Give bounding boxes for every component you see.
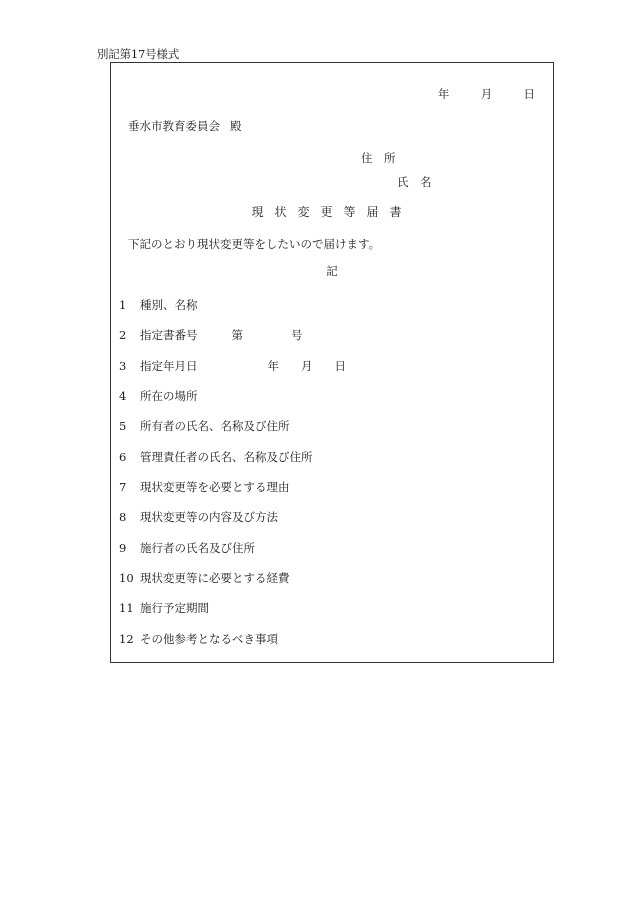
item-label: 管理責任者の氏名、名称及び住所 [140, 450, 313, 464]
item-number: 6 [119, 450, 127, 464]
item-label: 現状変更等に必要とする経費 [140, 571, 290, 585]
item-number: 1 [119, 298, 127, 312]
list-item [119, 328, 303, 342]
date-month-label: 月 [480, 87, 493, 101]
list-item [119, 510, 278, 524]
item-label: 指定書番号 [140, 328, 198, 342]
item-number: 11 [119, 601, 134, 615]
list-item [119, 359, 346, 373]
designation-month-label: 月 [301, 359, 313, 373]
item-label: 施行者の氏名及び住所 [140, 541, 255, 555]
list-item [119, 419, 290, 433]
intro-sentence: 下記のとおり現状変更等をしたいので届けます。 [128, 237, 381, 251]
ki-heading: 記 [326, 264, 338, 278]
certificate-number-suffix: 号 [291, 328, 303, 342]
date-day-label: 日 [523, 87, 535, 101]
item-label: その他参考となるべき事項 [140, 632, 278, 646]
item-label: 種別、名称 [140, 298, 198, 312]
item-number: 9 [119, 541, 127, 555]
addressee-line [128, 119, 242, 133]
item-label: 施行予定期間 [140, 601, 209, 615]
list-item [119, 450, 313, 464]
list-item [119, 480, 290, 494]
applicant-address-label: 住 所 [361, 151, 396, 165]
date-year-label: 年 [437, 87, 450, 101]
item-label: 現状変更等を必要とする理由 [140, 480, 290, 494]
addressee-honorific: 殿 [230, 119, 242, 133]
form-number-label: 別記第17号様式 [97, 47, 180, 61]
item-number: 5 [119, 419, 127, 433]
list-item [119, 571, 290, 585]
list-item [119, 389, 198, 403]
item-number: 3 [119, 359, 127, 373]
date-line [438, 87, 535, 101]
item-label: 指定年月日 [140, 359, 198, 373]
item-number: 12 [119, 632, 134, 646]
list-item [119, 601, 209, 615]
designation-year-label: 年 [267, 359, 279, 373]
item-label: 所有者の氏名、名称及び住所 [140, 419, 290, 433]
list-item [119, 298, 198, 312]
document-title: 現状変更等届書 [251, 205, 413, 219]
item-label: 現状変更等の内容及び方法 [140, 510, 278, 524]
item-number: 10 [119, 571, 134, 585]
applicant-name-label: 氏 名 [397, 175, 432, 189]
item-number: 7 [119, 480, 127, 494]
form-frame [110, 62, 554, 663]
addressee-name: 垂水市教育委員会 [128, 119, 220, 133]
item-number: 8 [119, 510, 127, 524]
list-item [119, 541, 255, 555]
list-item [119, 632, 278, 646]
item-number: 2 [119, 328, 127, 342]
designation-day-label: 日 [334, 359, 346, 373]
certificate-number-prefix: 第 [231, 328, 243, 342]
item-label: 所在の場所 [140, 389, 198, 403]
item-number: 4 [119, 389, 127, 403]
